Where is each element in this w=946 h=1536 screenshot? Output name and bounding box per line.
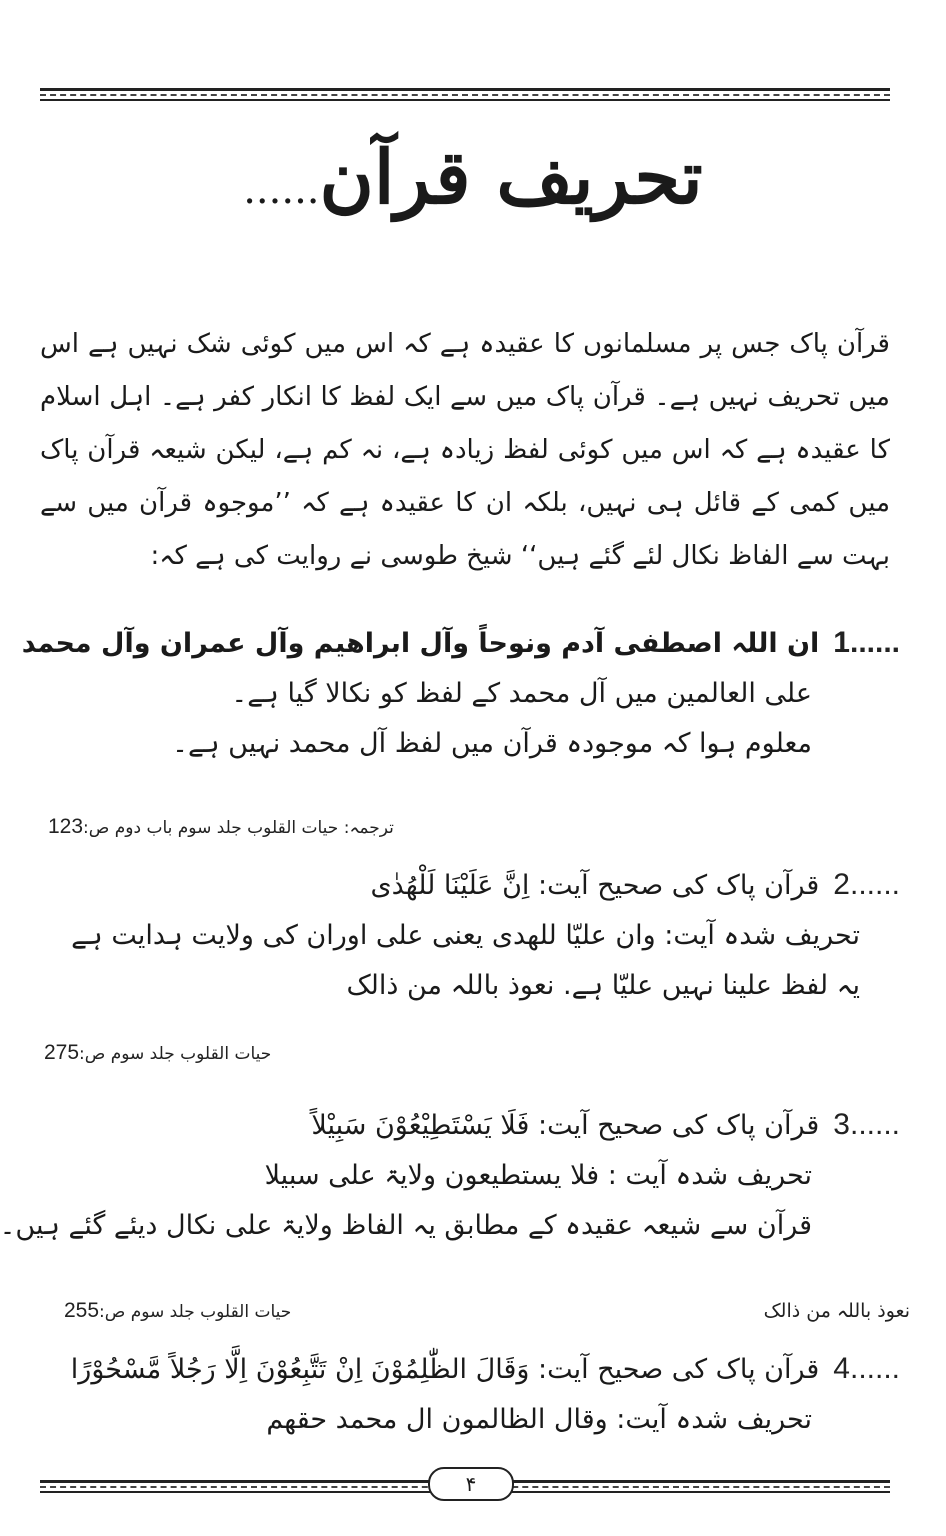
top-rule <box>40 88 890 101</box>
item-line: تحریف شدہ آیت: وان علیّا للھدی یعنی علی اوران کی ولایت ہدایت ہے <box>71 920 860 951</box>
reference-2 <box>44 1038 271 1069</box>
item-line: قرآن سے شیعہ عقیدہ کے مطابق یہ الفاظ ولایۃ علی نکال دیئے گئے ہیں۔ <box>0 1210 812 1241</box>
reference-text: حیات القلوب جلد سوم ص: <box>99 1302 292 1322</box>
reference-text: حیات القلوب جلد سوم ص: <box>79 1044 272 1064</box>
item-line: ان اللہ اصطفی آدم ونوحاً وآل ابراھیم وآل عمران وآل محمد <box>21 628 820 659</box>
item-line: علی العالمین میں آل محمد کے لفظ کو نکالا گیا ہے۔ <box>231 678 812 709</box>
item-3 <box>0 1100 900 1251</box>
item-line: معلوم ہوا کہ موجودہ قرآن میں لفظ آل محمد نہیں ہے۔ <box>172 728 812 759</box>
item-number: 2...... <box>833 868 900 901</box>
reference-3 <box>64 1296 291 1327</box>
item-line: قرآن پاک کی صحیح آیت: فَلَا يَسْتَطِيْعُوْنَ سَبِيْلاً <box>311 1110 820 1141</box>
title-text: تحریف قرآن <box>319 135 703 221</box>
item-number: 4...... <box>833 1352 900 1385</box>
item-line: قرآن پاک کی صحیح آیت: اِنَّ عَلَيْنَا لَلْهُدٰى <box>370 870 820 901</box>
item-1 <box>21 618 900 769</box>
item-line: تحریف شدہ آیت : فلا یستطیعون ولایۃ علی سبیلا <box>264 1160 812 1191</box>
title-dots: ...... <box>243 167 320 213</box>
item-line: قرآن پاک کی صحیح آیت: وَقَالَ الظّٰلِمُوْنَ اِنْ تَتَّبِعُوْنَ اِلَّا رَجُلاً مَّسْحُوْرًا <box>70 1354 820 1385</box>
reference-page: 275 <box>44 1041 80 1064</box>
page-title <box>0 118 946 250</box>
item-2 <box>40 860 900 1011</box>
item-number: 3...... <box>833 1108 900 1141</box>
intro-paragraph: قرآن پاک جس پر مسلمانوں کا عقیدہ ہے کہ اس میں کوئی شک نہیں ہے اس میں تحریف نہیں ہے۔ قرآن پاک میں سے ایک لفظ کا انکار کفر ہے۔ اہل اسلام کا عقیدہ ہے کہ اس میں کوئی لفظ زیادہ ہے، نہ کم ہے، لیکن شیعہ قرآن پاک میں کمی کے قائل ہی نہیں، بلکہ ان کا عقیدہ ہے کہ ’’موجوہ قرآن میں سے بہت سے الفاظ نکال لئے گئے ہیں‘‘ شیخ طوسی نے روایت کی ہے کہ: <box>40 329 890 571</box>
page-number: ۴ <box>428 1467 514 1501</box>
item-number: 1...... <box>833 626 900 659</box>
item-line: یہ لفظ علینا نہیں علیّا ہے. نعوذ باللہ من ذالک <box>346 970 860 1001</box>
reference-page: 123 <box>48 815 84 838</box>
reference-page: 255 <box>64 1299 100 1322</box>
reference-text: ترجمہ: حیات القلوب جلد سوم باب دوم ص: <box>83 818 394 838</box>
item-4 <box>40 1344 900 1445</box>
item-line: تحریف شدہ آیت: وقال الظالمون ال محمد حقھم <box>266 1404 812 1435</box>
reference-1 <box>48 812 394 843</box>
refrain-3: نعوذ باللہ من ذالک <box>763 1300 910 1322</box>
